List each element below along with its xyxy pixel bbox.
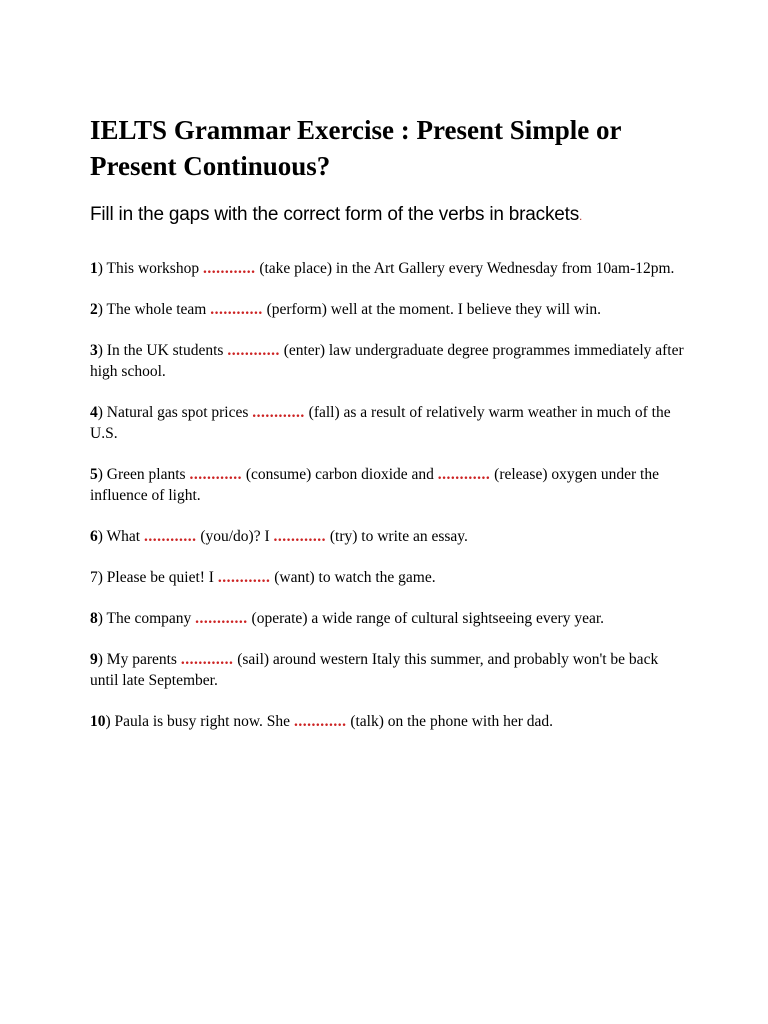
instructions-text: Fill in the gaps with the correct form of the verbs in brackets	[90, 204, 579, 225]
item-text: (try) to write an essay.	[326, 528, 468, 545]
exercise-item	[90, 464, 690, 506]
item-number: 1	[90, 260, 98, 277]
instructions-period: .	[579, 209, 583, 223]
item-number: 6	[90, 528, 98, 545]
item-number: 2	[90, 301, 98, 318]
answer-gap[interactable]: ............	[189, 466, 242, 483]
item-text: (enter) law undergraduate degree programmes immediately after high school.	[90, 342, 684, 380]
item-number: 7	[90, 569, 98, 586]
item-text: ) In the UK students	[97, 342, 228, 359]
instructions	[90, 203, 690, 228]
item-number: 5	[90, 466, 98, 483]
item-number: 10	[90, 713, 106, 730]
item-text: (consume) carbon dioxide and	[241, 466, 438, 483]
answer-gap[interactable]: ............	[195, 610, 248, 627]
answer-gap[interactable]: ............	[252, 404, 305, 421]
item-text: (take place) in the Art Gallery every Wednesday from 10am-12pm.	[255, 260, 675, 277]
answer-gap[interactable]: ............	[180, 651, 234, 668]
item-text: ) Paula is busy right now. She	[105, 713, 294, 730]
exercise-item	[90, 402, 690, 444]
item-text: (you/do)? I	[196, 528, 274, 545]
item-text: (perform) well at the moment. I believe they will win.	[262, 301, 602, 318]
exercise-item	[90, 608, 690, 629]
item-text: (fall) as a result of relatively warm weather in much of the U.S.	[90, 404, 671, 442]
item-text: (sail) around western Italy this summer, and probably won't be back until late September.	[90, 651, 659, 689]
item-text: (operate) a wide range of cultural sightseeing every year.	[247, 610, 605, 627]
answer-gap[interactable]: ............	[143, 528, 197, 545]
item-text: ) This workshop	[97, 260, 203, 277]
answer-gap[interactable]: ............	[217, 569, 271, 586]
answer-gap[interactable]: ............	[437, 466, 491, 483]
item-number: 8	[90, 610, 98, 627]
answer-gap[interactable]: ............	[227, 342, 280, 359]
exercise-item	[90, 340, 690, 382]
item-text: ) Natural gas spot prices	[97, 404, 253, 421]
exercise-item	[90, 649, 690, 691]
item-text: (release) oxygen under the influence of light.	[90, 466, 659, 504]
answer-gap[interactable]: ............	[273, 528, 326, 545]
page-title: IELTS Grammar Exercise : Present Simple or Present Continuous?	[90, 115, 621, 181]
item-text: (want) to watch the game.	[270, 569, 436, 586]
exercise-item	[90, 258, 690, 279]
exercise-item	[90, 711, 690, 732]
item-text: ) Green plants	[97, 466, 190, 483]
exercise-list	[90, 258, 690, 732]
document-page	[90, 112, 690, 752]
item-text: ) What	[97, 528, 144, 545]
item-text: ) Please be quiet! I	[97, 569, 218, 586]
item-number: 3	[90, 342, 98, 359]
item-text: ) My parents	[97, 651, 181, 668]
item-number: 4	[90, 404, 98, 421]
exercise-item	[90, 567, 690, 588]
item-text: ) The whole team	[97, 301, 211, 318]
answer-gap[interactable]: ............	[210, 301, 263, 318]
answer-gap[interactable]: ............	[202, 260, 256, 277]
answer-gap[interactable]: ............	[293, 713, 347, 730]
item-number: 9	[90, 651, 98, 668]
exercise-item	[90, 526, 690, 547]
exercise-item	[90, 299, 690, 320]
item-text: (talk) on the phone with her dad.	[346, 713, 554, 730]
item-text: ) The company	[97, 610, 196, 627]
